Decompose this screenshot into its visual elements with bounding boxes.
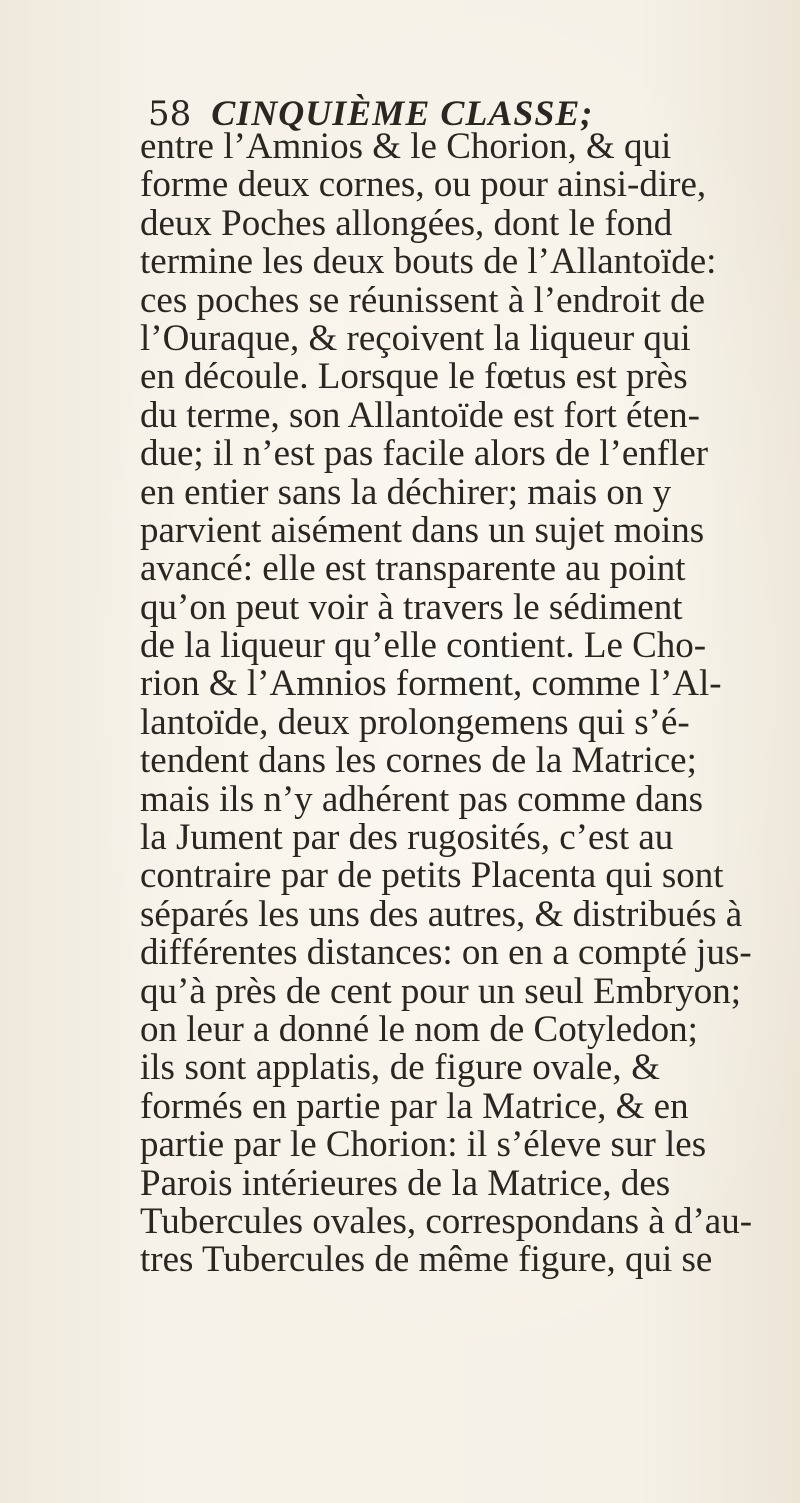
text-line: parvient aisément dans un sujet moins <box>140 509 705 551</box>
text-line: on leur a donné le nom de Cotyledon; <box>140 1008 698 1050</box>
text-line: tendent dans les cornes de la Matrice; <box>140 740 697 782</box>
text-line: due; il n’est pas facile alors de l’enfler <box>140 433 709 475</box>
text-line: ils sont applatis, de figure ovale, & <box>140 1047 660 1089</box>
text-line: partie par le Chorion: il s’éleve sur les <box>140 1124 707 1166</box>
running-title: CINQUIÈME CLASSE; <box>211 93 594 133</box>
text-line: lantoïde, deux prolongemens qui s’é- <box>140 701 690 743</box>
text-line: Parois intérieures de la Matrice, des <box>140 1162 671 1204</box>
text-line: formés en partie par la Matrice, & en <box>140 1085 689 1127</box>
text-line: mais ils n’y adhérent pas comme dans <box>140 778 704 820</box>
text-line: du terme, son Allantoïde est fort éten- <box>140 394 700 436</box>
text-line: ces poches se réunissent à l’endroit de <box>140 279 706 321</box>
text-line: entre l’Amnios & le Chorion, & qui <box>140 126 672 167</box>
body-text <box>140 126 753 1281</box>
text-line: termine les deux bouts de l’Allantoïde: <box>140 241 717 283</box>
text-line: en entier sans la déchirer; mais on y <box>140 471 672 513</box>
text-line: deux Poches allongées, dont le fond <box>140 202 673 244</box>
text-line: de la liqueur qu’elle contient. Le Cho- <box>140 625 707 667</box>
text-line: rion & l’Amnios forment, comme l’Al- <box>140 663 722 705</box>
text-line: l’Ouraque, & reçoivent la liqueur qui <box>140 317 691 359</box>
text-line: différentes distances: on en a compté jus- <box>140 932 752 974</box>
page-number: 58 <box>148 94 192 134</box>
text-line: qu’à près de cent pour un seul Embryon; <box>140 970 742 1012</box>
text-line: avancé: elle est transparente au point <box>140 548 686 590</box>
text-line: séparés les uns des autres, & distribués à <box>140 893 743 935</box>
text-line: la Jument par des rugosités, c’est au <box>140 817 674 859</box>
text-line: en découle. Lorsque le fœtus est près <box>140 356 688 398</box>
text-line: contraire par de petits Placenta qui sont <box>140 855 724 897</box>
text-line: qu’on peut voir à travers le sédiment <box>140 586 683 628</box>
text-line: tres Tubercules de même figure, qui se <box>140 1239 713 1281</box>
text-line: Tubercules ovales, correspondans à d’au- <box>140 1200 753 1242</box>
text-line: forme deux cornes, ou pour ainsi-dire, <box>140 164 707 206</box>
